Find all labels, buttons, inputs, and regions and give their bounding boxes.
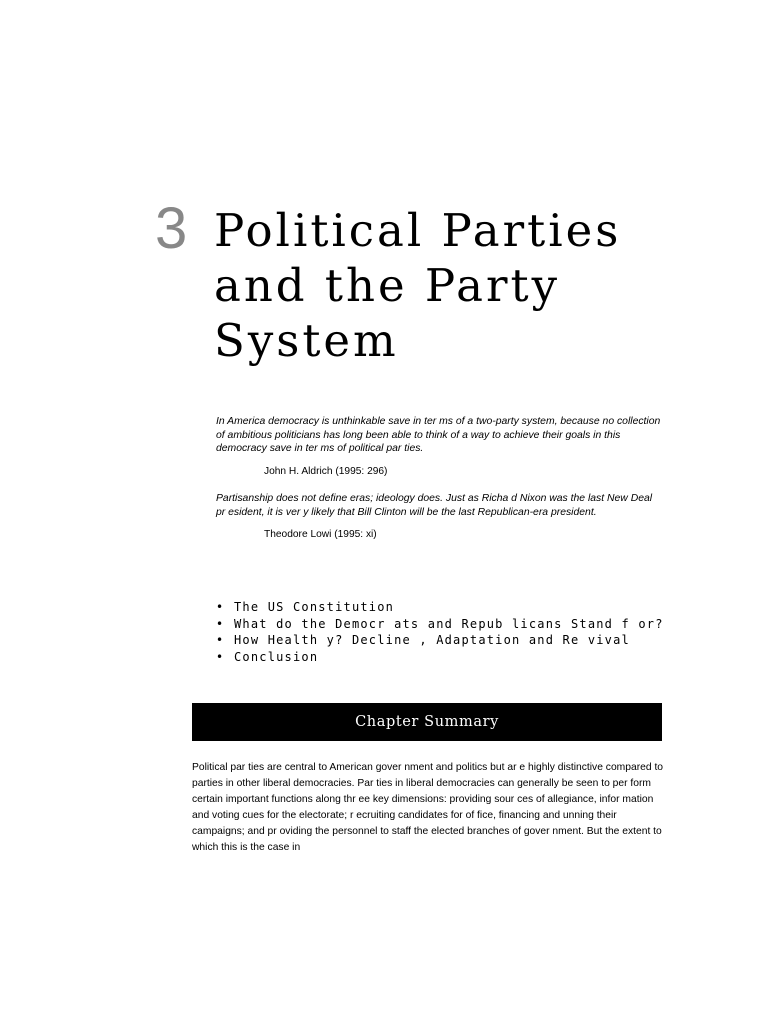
epigraph-attribution: John H. Aldrich (1995: 296) (264, 465, 388, 477)
contents-item: • What do the Democr ats and Repub licans Stand f or? (216, 616, 664, 633)
epigraph (216, 492, 662, 541)
chapter-title: Political Parties and the Party System (214, 204, 622, 367)
chapter-summary-banner (192, 703, 662, 741)
epigraph (216, 415, 662, 478)
chapter-summary-text: Political par ties are central to American gover nment and politics but ar e highly distinctive compared to parties in other liberal democracies. Par ties in liberal democracies can generally be seen to per form certain important functions along thr ee key dimensions: providing sour ces of allegiance, infor mation and voting cues for the electorate; r ecruiting candidates for of fice, financing and unning their campaigns; and pr oviding the personnel to staff the elected branches of gover nment. But the extent to which this is the case in (192, 762, 664, 853)
chapter-number: 3 (155, 196, 188, 261)
contents-item: • The US Constitution (216, 599, 664, 616)
epigraph-quote: In America democracy is unthinkable save in ter ms of a two-party system, because no collection of ambitious politicians has long been able to think of a way to achieve their goals in this democracy save in ter ms of political par ties. (216, 416, 661, 455)
epigraph-quote: Partisanship does not define eras; ideology does. Just as Richa d Nixon was the last New Deal pr esident, it is ver y likely that Bill Clinton will be the last Republican-era president. (216, 493, 653, 518)
epigraph-attribution: Theodore Lowi (1995: xi) (264, 529, 377, 541)
chapter-summary-heading: Chapter Summary (355, 714, 499, 730)
contents-item: • Conclusion (216, 649, 664, 666)
chapter-contents-list (216, 599, 664, 665)
contents-item: • How Health y? Decline , Adaptation and Re vival (216, 632, 664, 649)
